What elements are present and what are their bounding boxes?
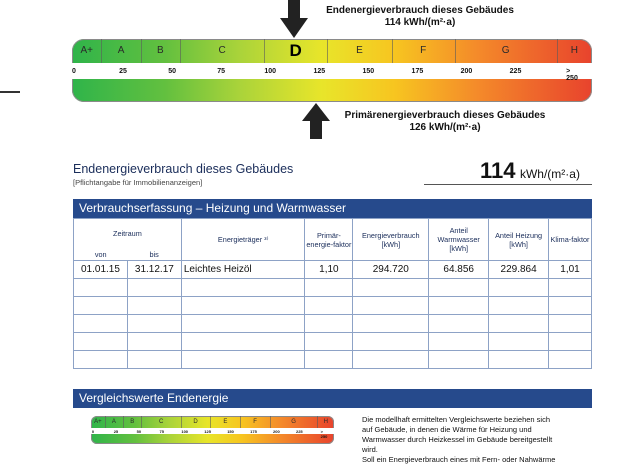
table-row xyxy=(74,351,592,369)
col-factor: Primär-energie-faktor xyxy=(305,219,353,261)
mini-tick: 0 xyxy=(91,429,95,434)
mini-tick: 225 xyxy=(295,429,303,434)
scale-tick: 150 xyxy=(362,68,375,75)
mini-class-e: E xyxy=(223,419,228,425)
mini-class-b: B xyxy=(130,419,135,425)
scale-tick: 50 xyxy=(168,68,177,75)
table-row xyxy=(74,315,592,333)
mini-tick: 100 xyxy=(181,429,189,434)
scale-class-f: F xyxy=(420,45,427,56)
cell-from: 01.01.15 xyxy=(74,261,128,279)
primary-caption-line1: Primärenergieverbrauch dieses Gebäudes xyxy=(344,110,546,121)
scale-tick: 25 xyxy=(119,68,127,75)
col-energy: Energieverbrauch [kWh] xyxy=(353,219,429,261)
scale-class-c: C xyxy=(218,45,226,56)
scale-tick: 0 xyxy=(72,68,76,75)
scale-class-d: D xyxy=(289,41,302,60)
mini-tick: 50 xyxy=(136,429,142,434)
table-row xyxy=(74,279,592,297)
cell-ww: 64.856 xyxy=(429,261,489,279)
primary-energy-arrow-icon xyxy=(302,103,330,139)
summary-value-block xyxy=(480,158,580,184)
col-period: Zeitraum xyxy=(74,219,182,249)
end-caption-line1: Endenergieverbrauch dieses Gebäudes xyxy=(326,5,514,16)
mini-tick: 200 xyxy=(273,429,280,434)
scale-tick: 125 xyxy=(313,68,326,75)
table-row xyxy=(74,297,592,315)
mini-tick: 125 xyxy=(204,429,211,434)
mini-tick: 175 xyxy=(250,429,257,434)
cell-carrier: Leichtes Heizöl xyxy=(181,261,305,279)
mini-class-g: G xyxy=(291,419,296,425)
end-energy-arrow-icon xyxy=(280,0,308,38)
primary-caption xyxy=(335,110,555,134)
scale-class-h: H xyxy=(570,45,578,56)
end-caption xyxy=(318,5,522,29)
cell-factor: 1,10 xyxy=(305,261,353,279)
cell-heat: 229.864 xyxy=(489,261,549,279)
desc-line-2: auf Gebäude, in denen die Wärme für Heizung und xyxy=(362,425,532,434)
mini-tick: 25 xyxy=(113,429,119,434)
mini-tick: 150 xyxy=(227,429,234,434)
col-ww: Anteil Warmwasser [kWh] xyxy=(429,219,489,261)
end-caption-line2: 114 kWh/(m²·a) xyxy=(384,17,456,28)
col-carrier: Energieträger ³⁾ xyxy=(181,219,305,261)
scale-class-b: B xyxy=(156,45,164,56)
mini-class-h: H xyxy=(323,419,328,425)
cell-to: 31.12.17 xyxy=(127,261,181,279)
summary-unit: kWh/(m²·a) xyxy=(519,167,580,181)
col-heat: Anteil Heizung [kWh] xyxy=(489,219,549,261)
cell-climate: 1,01 xyxy=(549,261,592,279)
mini-class-d: D xyxy=(193,419,198,425)
desc-line-1: Die modellhaft ermittelten Vergleichswerte beziehen sich xyxy=(362,415,551,424)
desc-line-4: wird. xyxy=(362,445,378,454)
consumption-table xyxy=(73,218,592,369)
mini-class-c: C xyxy=(158,419,164,425)
table-row xyxy=(74,333,592,351)
mini-tick: > 250 xyxy=(320,429,328,439)
mini-class-aplus: A+ xyxy=(94,419,102,425)
scale-tick: 175 xyxy=(411,68,424,75)
desc-line-5: Soll ein Energieverbrauch eines mit Fern- oder Nahwärme xyxy=(362,455,556,464)
desc-line-3: Warmwasser durch Heizkessel im Gebäude bereitgestellt xyxy=(362,435,553,444)
scale-tick: 225 xyxy=(509,68,522,75)
col-from: von xyxy=(74,249,128,261)
scale-tick: 200 xyxy=(460,68,473,75)
summary-value: 114 xyxy=(480,158,516,183)
comparison-header: Vergleichswerte Endenergie xyxy=(73,389,592,408)
scale-class-a: A xyxy=(117,45,125,56)
scale-tick: 100 xyxy=(264,68,277,75)
mini-class-a: A xyxy=(111,419,116,425)
cell-energy: 294.720 xyxy=(353,261,429,279)
primary-caption-line2: 126 kWh/(m²·a) xyxy=(409,122,481,133)
summary-subtitle: [Pflichtangabe für Immobilienanzeigen] xyxy=(73,178,203,187)
comparison-description xyxy=(362,415,592,465)
scale-tick: 75 xyxy=(217,68,226,75)
scale-class-e: E xyxy=(356,45,363,56)
scale-class-aplus: A+ xyxy=(80,45,93,56)
scale-class-g: G xyxy=(501,45,510,56)
col-to: bis xyxy=(127,249,181,261)
scale-tick: > 250 xyxy=(566,68,578,82)
consumption-header: Verbrauchserfassung – Heizung und Warmwasser xyxy=(73,199,592,218)
mini-class-f: F xyxy=(253,419,257,425)
summary-title: Endenergieverbrauch dieses Gebäudes xyxy=(73,162,294,176)
side-marker-line xyxy=(0,91,20,93)
col-climate: Klima-faktor xyxy=(549,219,592,261)
summary-underline xyxy=(424,184,592,185)
mini-tick: 75 xyxy=(159,429,164,434)
table-row xyxy=(74,261,592,279)
